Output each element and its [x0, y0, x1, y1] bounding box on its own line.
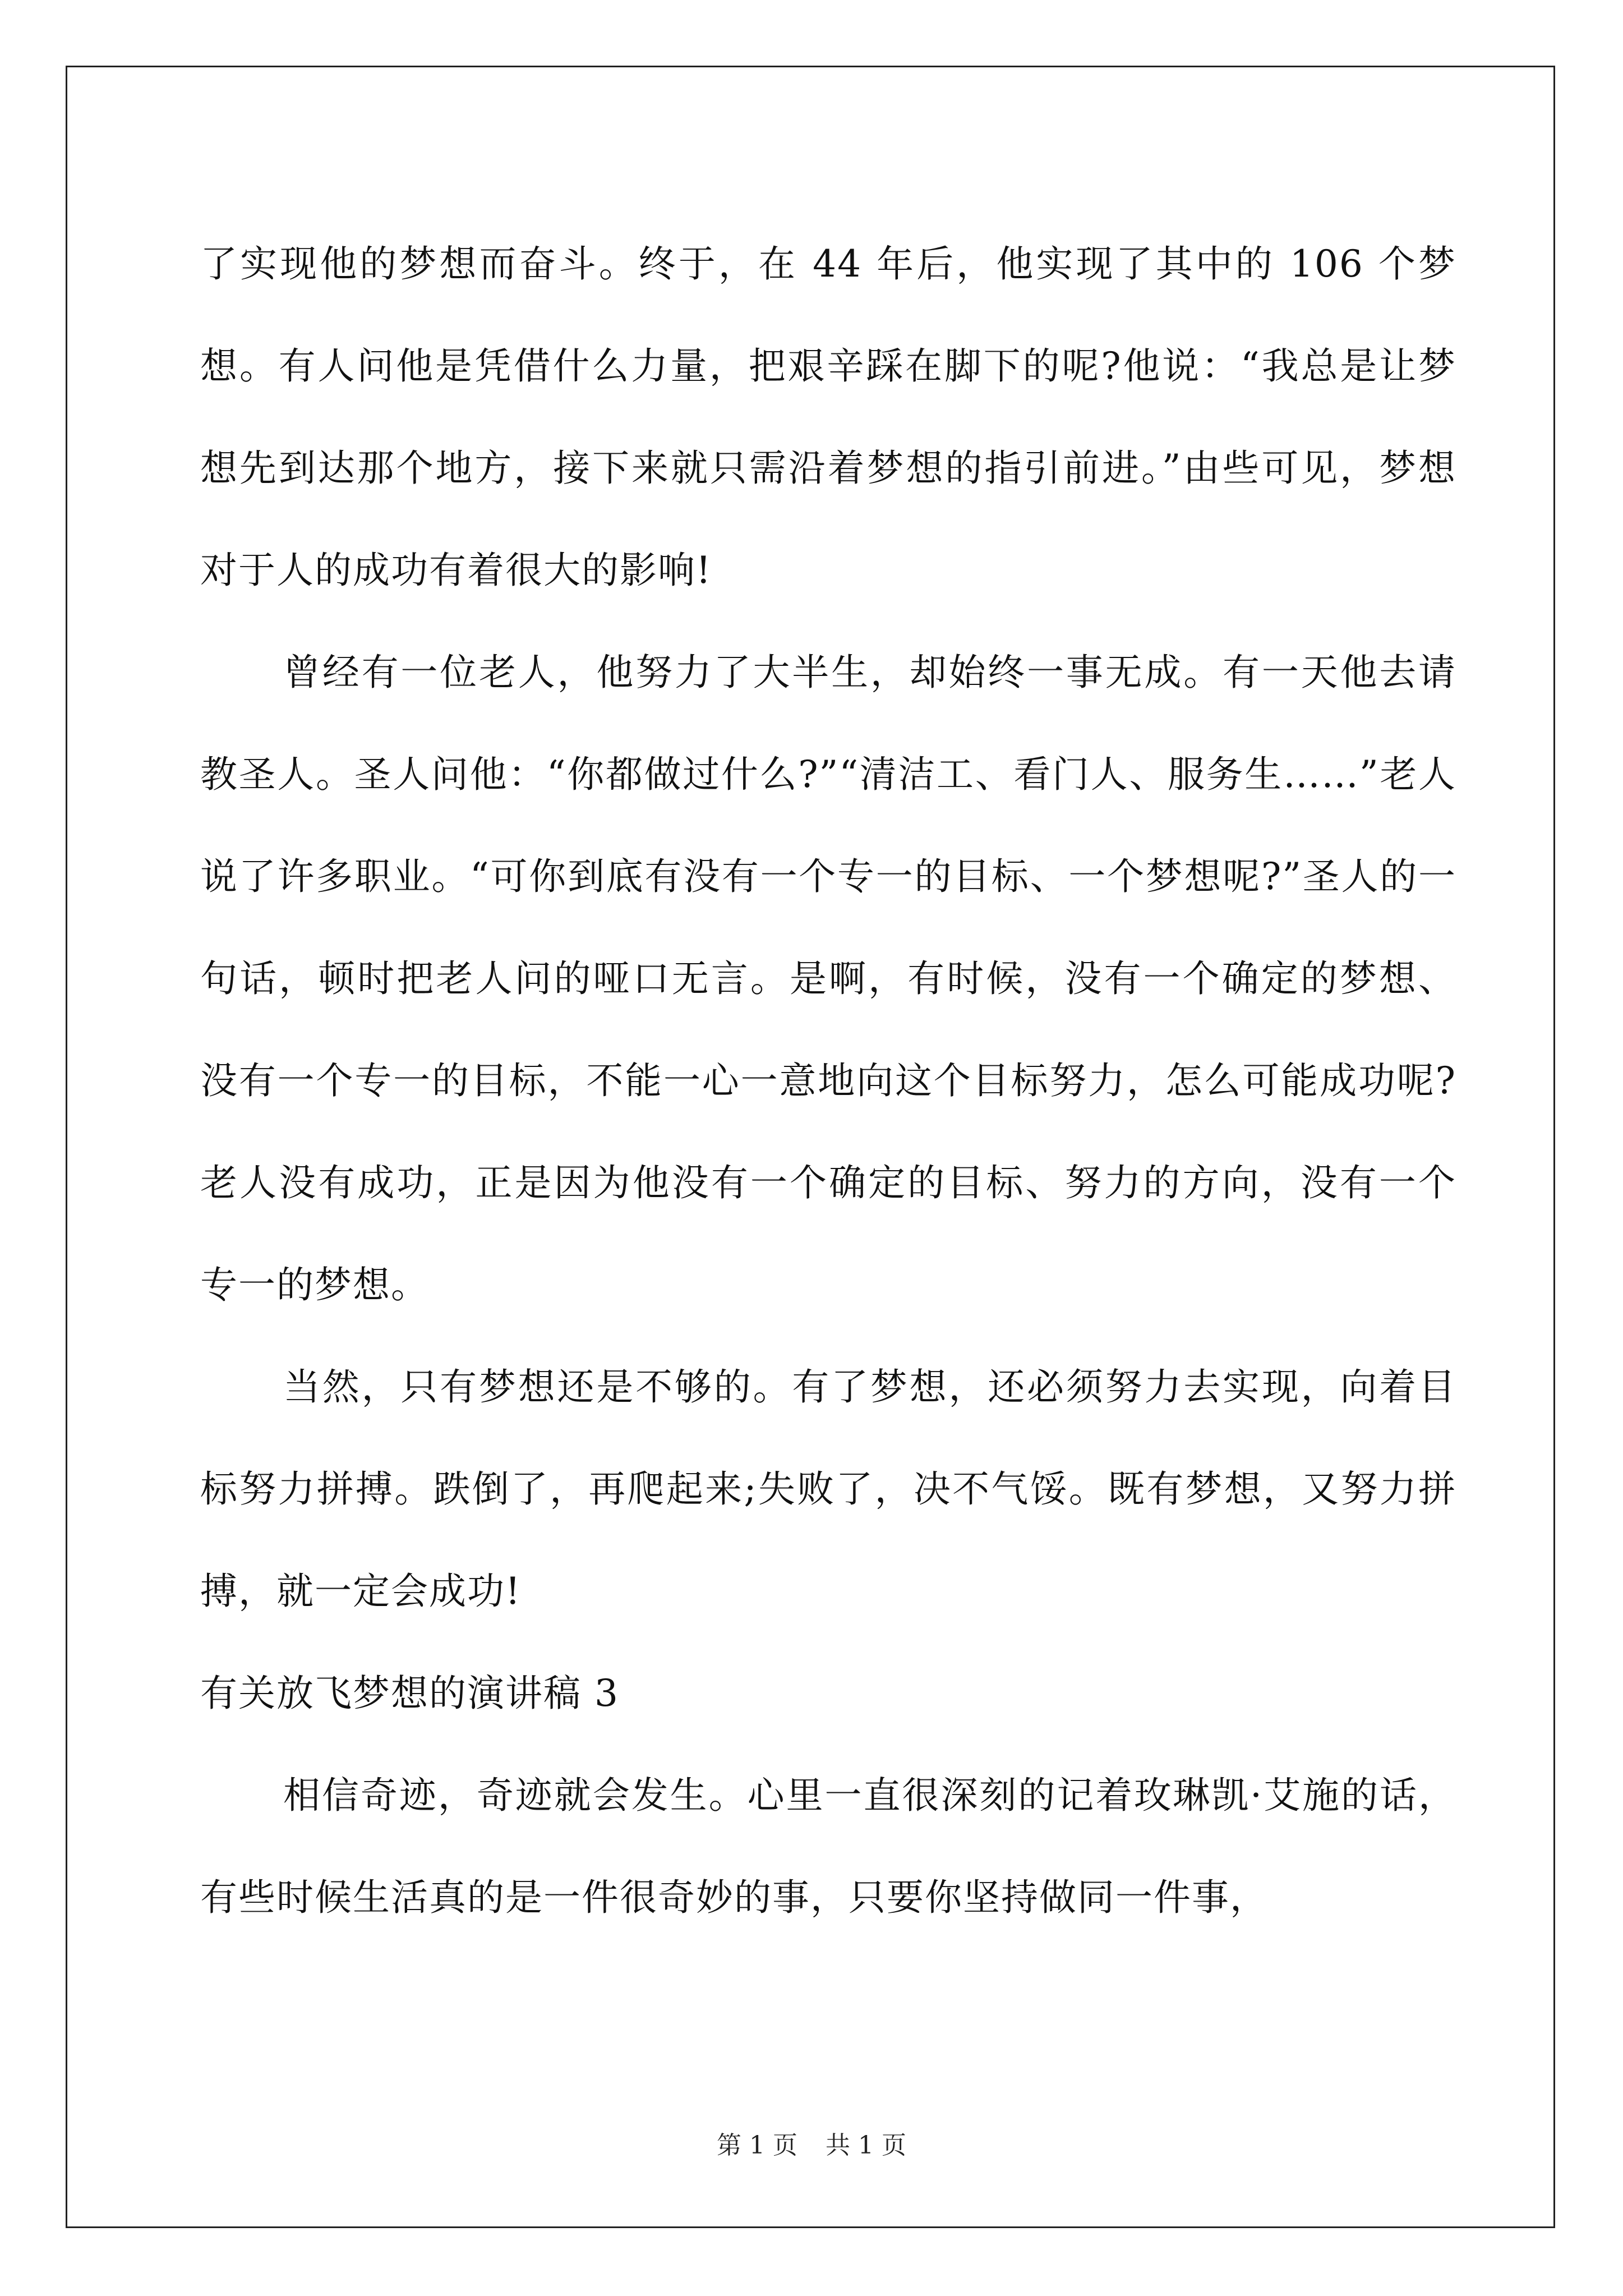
- paragraph-2: 曾经有一位老人，他努力了大半生，却始终一事无成。有一天他去请教圣人。圣人问他：“你都做过什么?”“清洁工、看门人、服务生……”老人说了许多职业。“可你到底有没有一个专一的目标、一个梦想呢?”圣人的一句话，顿时把老人问的哑口无言。是啊，有时候，没有一个确定的梦想、没有一个专一的目标，不能一心一意地向这个目标努力，怎么可能成功呢?老人没有成功，正是因为他没有一个确定的目标、努力的方向，没有一个专一的梦想。: [200, 651, 1456, 1306]
- page-total: 共 1 页: [826, 2131, 906, 2160]
- page-footer: [0, 2129, 1623, 2162]
- page-number: 第 1 页: [717, 2131, 797, 2160]
- paragraph-4: 相信奇迹，奇迹就会发生。心里一直很深刻的记着玫琳凯·艾施的话，有些时候生活真的是一件很奇妙的事，只要你坚持做同一件事，: [200, 1774, 1456, 1919]
- document-body: [200, 213, 1456, 1949]
- section-heading: 有关放飞梦想的演讲稿 3: [200, 1672, 619, 1715]
- paragraph-1: 了实现他的梦想而奋斗。终于，在 44 年后，他实现了其中的 106 个梦想。有人问他是凭借什么力量，把艰辛踩在脚下的呢?他说：“我总是让梦想先到达那个地方，接下来就只需沿着梦想的指引前进。”由些可见，梦想对于人的成功有着很大的影响!: [200, 242, 1456, 592]
- paragraph-3: 当然，只有梦想还是不够的。有了梦想，还必须努力去实现，向着目标努力拼搏。跌倒了，再爬起来;失败了，决不气馁。既有梦想，又努力拼搏，就一定会成功!: [200, 1365, 1456, 1613]
